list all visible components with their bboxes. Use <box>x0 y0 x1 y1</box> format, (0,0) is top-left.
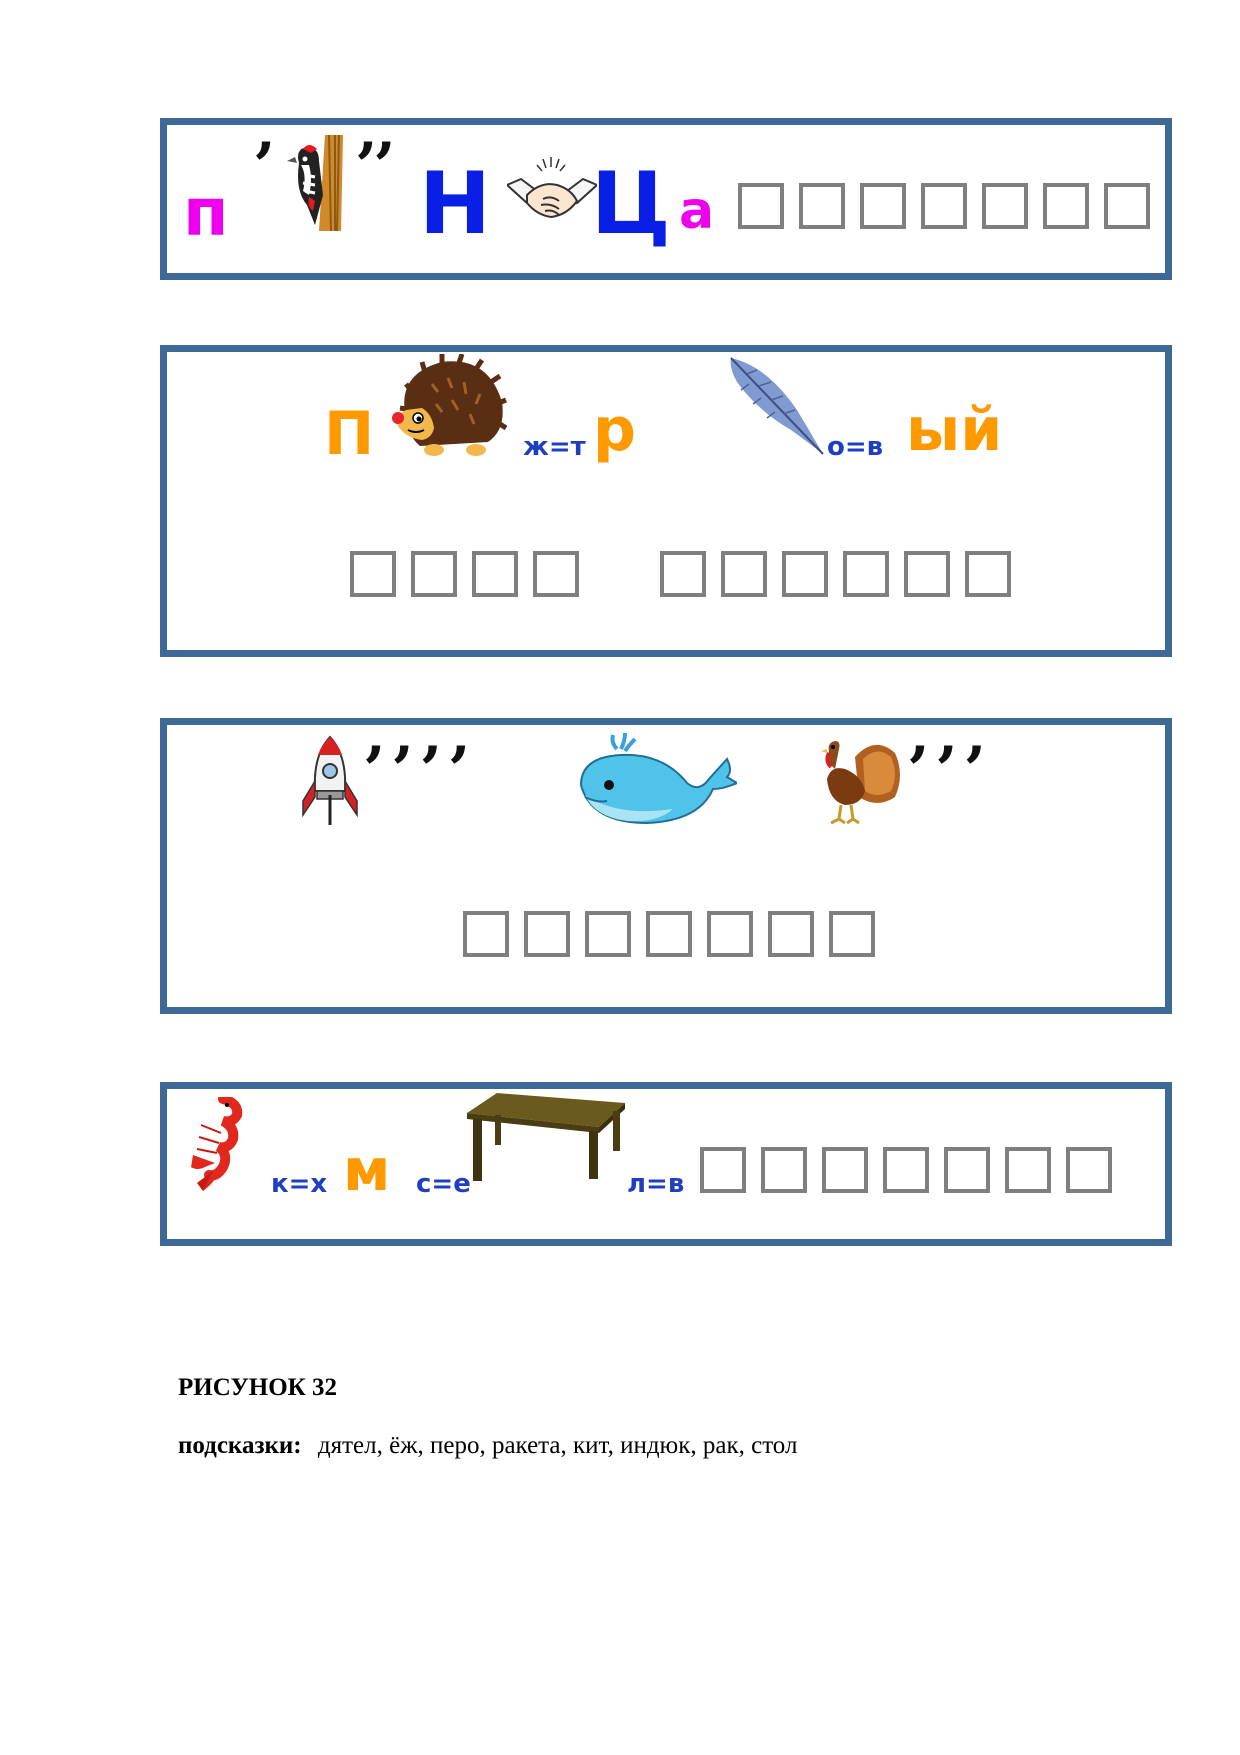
answer-box[interactable] <box>411 551 457 597</box>
answer-box[interactable] <box>944 1147 990 1193</box>
letter-substitution-rule: к=х <box>271 1169 328 1199</box>
answer-box[interactable] <box>463 911 509 957</box>
answer-box[interactable] <box>738 183 784 229</box>
commas: ’’’’ <box>363 733 477 808</box>
hints-label: подсказки: <box>178 1432 302 1459</box>
feather-icon <box>727 356 827 456</box>
puzzle-panel-4 <box>160 1082 1172 1246</box>
letter-substitution-rule: л=в <box>627 1169 685 1199</box>
hints-line <box>178 1432 797 1460</box>
puzzle-panel-2 <box>160 345 1172 657</box>
answer-box[interactable] <box>700 1147 746 1193</box>
answer-box[interactable] <box>829 911 875 957</box>
crayfish-icon <box>189 1097 249 1193</box>
letter-substitution-rule: о=в <box>827 432 884 462</box>
answer-boxes[interactable] <box>738 183 1165 229</box>
answer-box[interactable] <box>585 911 631 957</box>
commas: ’’’ <box>907 733 992 808</box>
answer-box[interactable] <box>982 183 1028 229</box>
answer-box[interactable] <box>904 551 950 597</box>
answer-box[interactable] <box>799 183 845 229</box>
answer-box[interactable] <box>533 551 579 597</box>
answer-box[interactable] <box>707 911 753 957</box>
puzzle-panel-1 <box>160 118 1172 280</box>
answer-box[interactable] <box>350 551 396 597</box>
letter-p: П <box>324 399 375 469</box>
answer-box[interactable] <box>1005 1147 1051 1193</box>
answer-box[interactable] <box>883 1147 929 1193</box>
answer-boxes-word-1[interactable] <box>350 551 594 597</box>
answer-boxes[interactable] <box>463 911 890 957</box>
letter-ts: Ц <box>591 154 671 254</box>
hints-text: дятел, ёж, перо, ракета, кит, индюк, рак, стол <box>317 1432 798 1459</box>
letter-substitution-rule: ж=т <box>523 432 586 462</box>
answer-box[interactable] <box>921 183 967 229</box>
table-icon <box>467 1089 625 1183</box>
figure-caption: РИСУНОК 32 <box>178 1374 338 1401</box>
answer-box[interactable] <box>782 551 828 597</box>
comma: ’ <box>253 129 276 204</box>
letter-m: м <box>343 1136 391 1204</box>
whale-icon <box>577 731 737 831</box>
puzzle-panel-3 <box>160 718 1172 1014</box>
answer-box[interactable] <box>843 551 889 597</box>
answer-boxes[interactable] <box>700 1147 1127 1193</box>
turkey-icon <box>815 735 903 825</box>
answer-box[interactable] <box>1066 1147 1112 1193</box>
letter-n: Н <box>419 154 491 254</box>
answer-box[interactable] <box>768 911 814 957</box>
hedgehog-icon <box>392 354 507 462</box>
handshake-icon <box>507 155 597 225</box>
woodpecker-icon <box>285 135 347 231</box>
rocket-icon <box>299 735 361 827</box>
answer-boxes-word-2[interactable] <box>660 551 1026 597</box>
ending: ый <box>906 395 1003 465</box>
answer-box[interactable] <box>761 1147 807 1193</box>
letter-p: п <box>183 174 229 251</box>
letter-substitution-rule: с=е <box>416 1169 471 1199</box>
answer-box[interactable] <box>660 551 706 597</box>
letter-a: а <box>679 181 715 241</box>
commas: ’’ <box>355 129 392 204</box>
answer-box[interactable] <box>472 551 518 597</box>
answer-box[interactable] <box>1104 183 1150 229</box>
answer-box[interactable] <box>1043 183 1089 229</box>
answer-box[interactable] <box>721 551 767 597</box>
answer-box[interactable] <box>822 1147 868 1193</box>
answer-box[interactable] <box>860 183 906 229</box>
answer-box[interactable] <box>524 911 570 957</box>
answer-box[interactable] <box>646 911 692 957</box>
letter-r: р <box>593 395 636 465</box>
answer-box[interactable] <box>965 551 1011 597</box>
